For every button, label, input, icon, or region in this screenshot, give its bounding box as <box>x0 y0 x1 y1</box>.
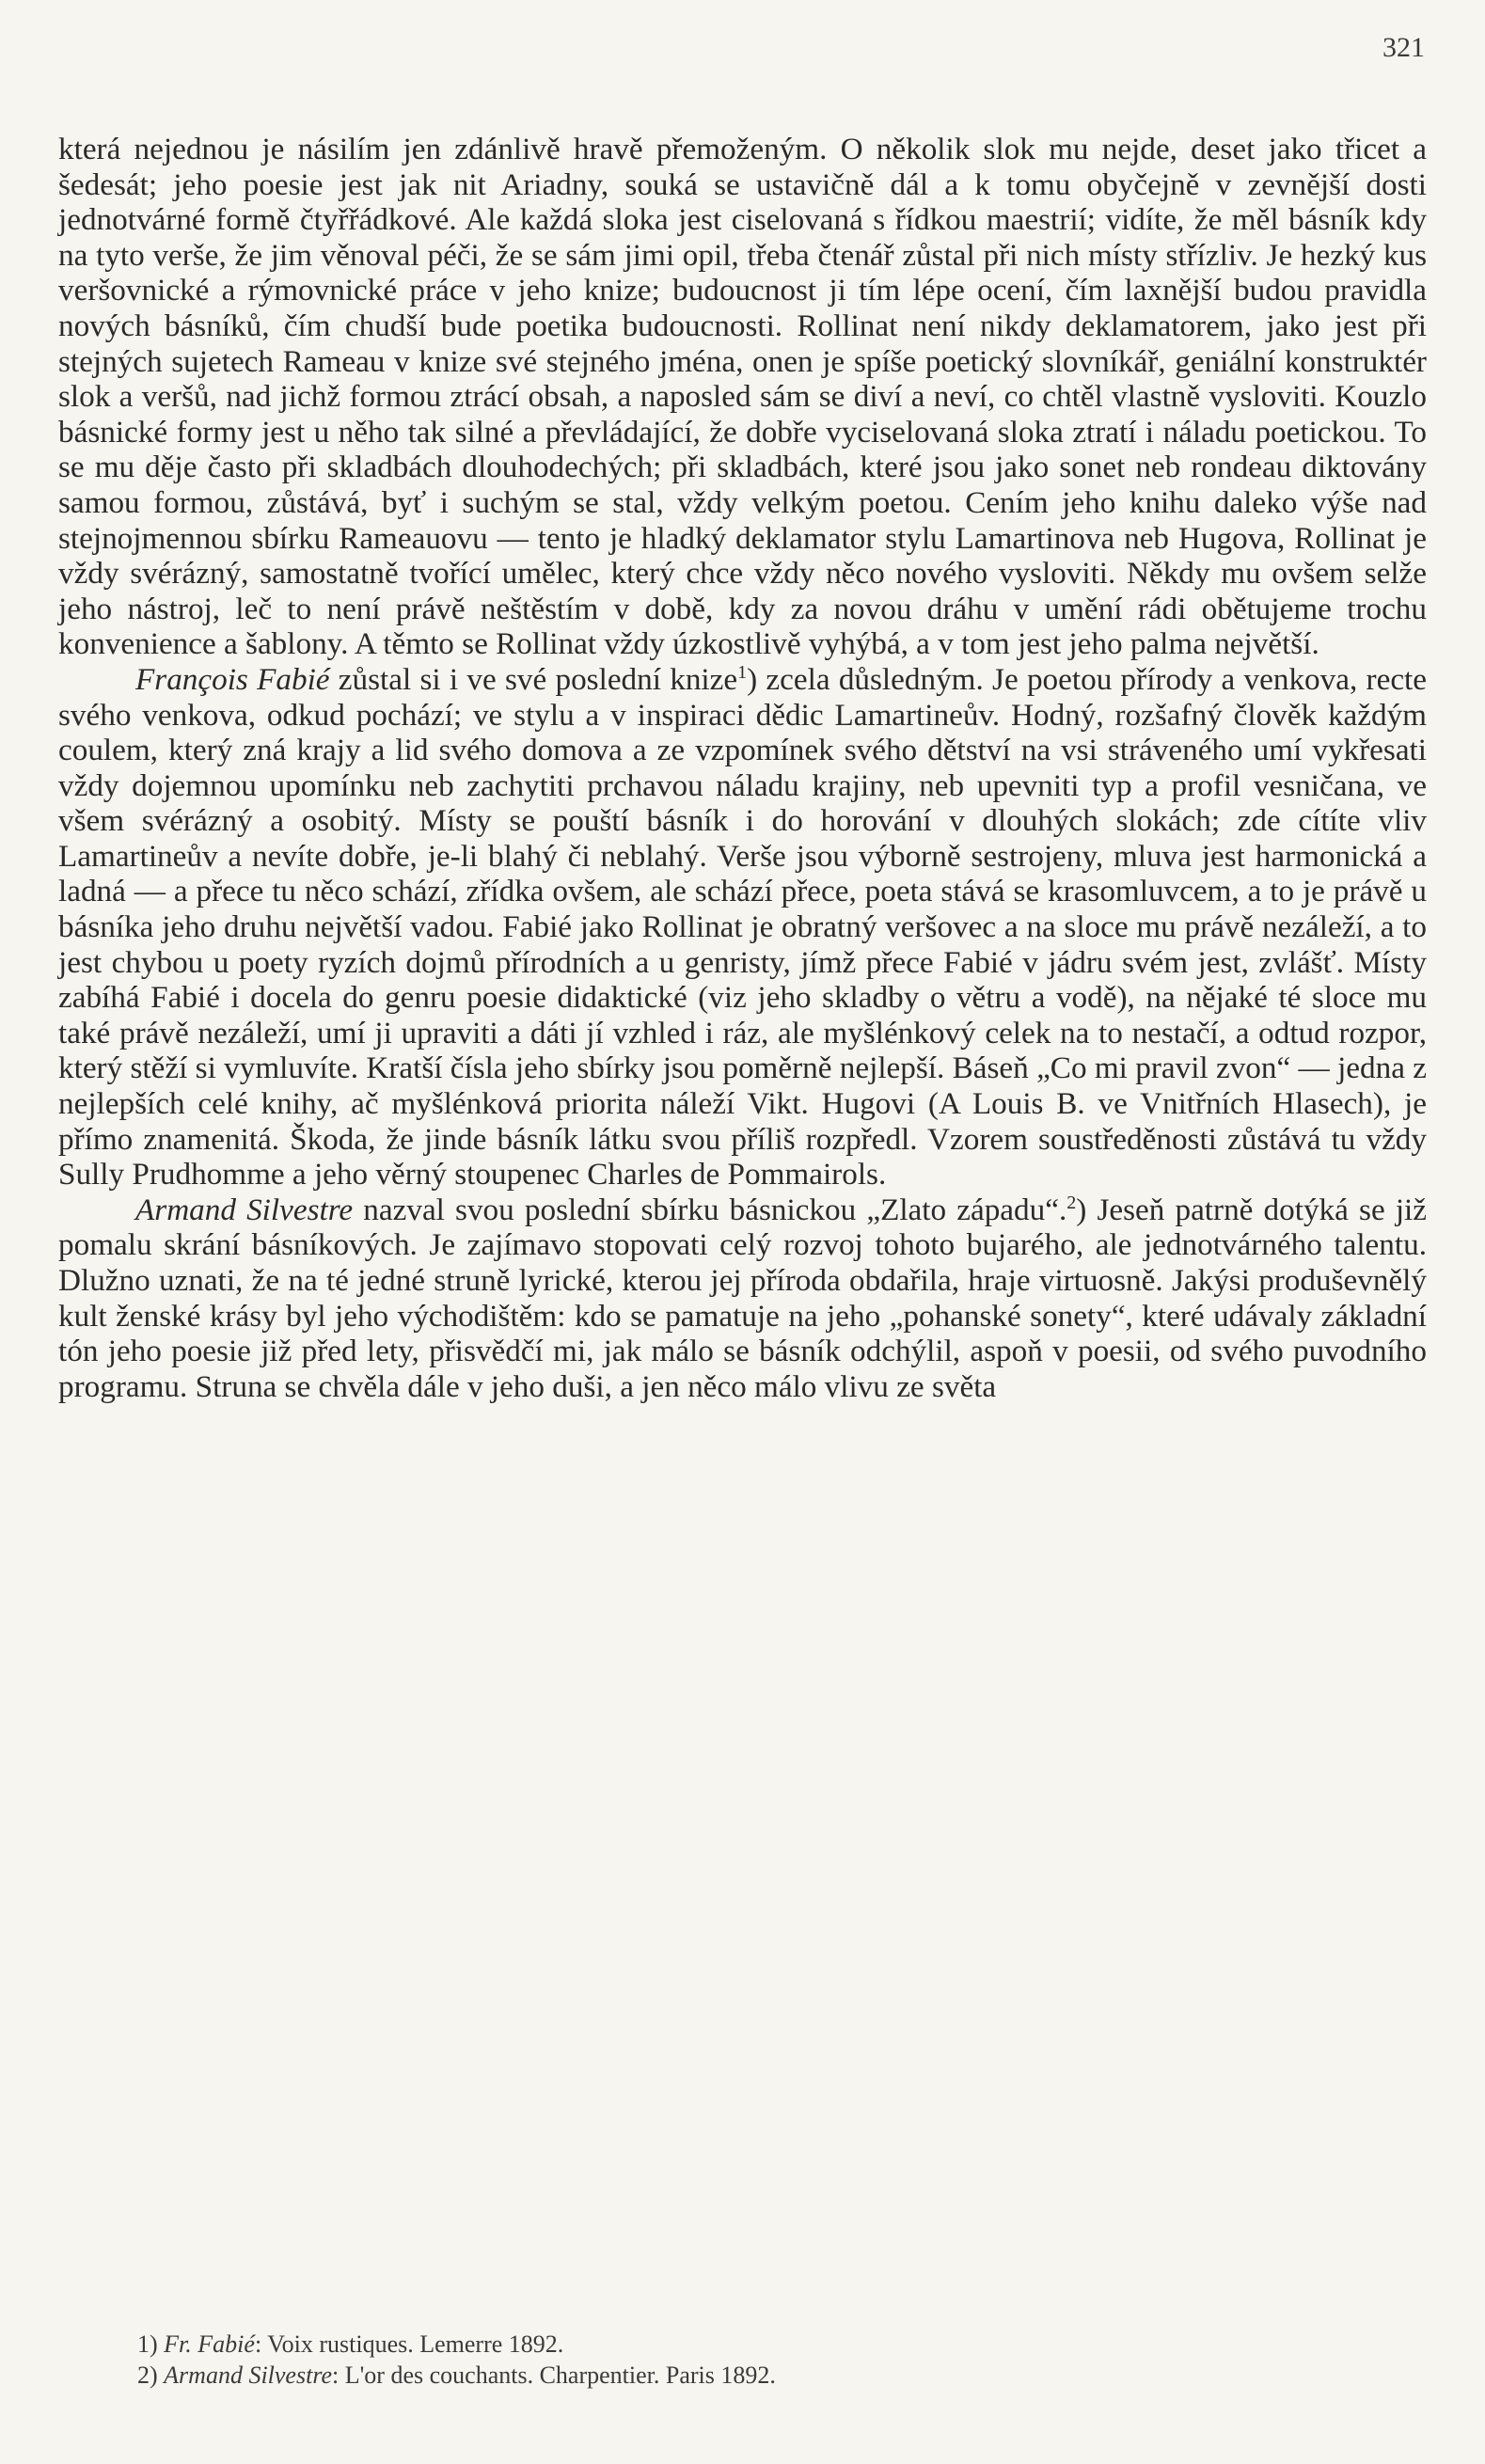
footnotes <box>137 2329 1360 2391</box>
paragraph-2 <box>58 662 1427 1193</box>
footnote-2-author: Armand Silvestre <box>164 2361 333 2389</box>
body-text <box>58 132 1427 1404</box>
footnote-2-text: : L'or des couchants. Charpentier. Paris 1892. <box>332 2361 776 2389</box>
paragraph-1-text: která nejednou je násilím jen zdánlivě hravě přemoženým. O několik slok mu nejde, deset jako třicet a šedesát; jeho poesie jest jak nit Ariadny, souká se ustavičně dál a k tomu obyčejně v zevnější dosti jednotvárné formě čtyřřádkové. Ale každá sloka jest ciselovaná s řídkou maestrií; vidíte, že měl básník kdy na tyto verše, že jim věnoval péči, že se sám jimi opil, třeba čtenář zůstal při nich místy střízliv. Je hezký kus veršovnické a rýmovnické práce v jeho knize; budoucnost ji tím lépe ocení, čím laxnější budou pravidla nových básníků, čím chudší bude poetika budoucnosti. Rollinat není nikdy deklamatorem, jako jest při stejných sujetech Rameau v knize své stejného jména, onen je spíše poetický slovníkář, geniální konstruktér slok a veršů, nad jichž formou ztrácí obsah, a naposled sám se diví a neví, co chtěl vlastně vysloviti. Kouzlo básnické formy jest u něho tak silné a převládající, že dobře vyciselovaná sloka ztratí i náladu poetickou. To se mu děje často při skladbách dlouhodechých; při skladbách, které jsou jako sonet neb rondeau diktovány samou formou, zůstává, byť i suchým se stal, vždy velkým poetou. Cením jeho knihu daleko výše nad stejnojmennou sbírku Rameauovu — tento je hladký deklamator stylu Lamartinova neb Hugova, Rollinat je vždy svérázný, samostatně tvořící umělec, který chce vždy něco nového vysloviti. Někdy mu ovšem selže jeho nástroj, leč to není právě neštěstím v době, kdy za novou dráhu v umění rádi obětujeme trochu konvenience a šablony. A těmto se Rollinat vždy úzkostlivě vyhýbá, a v tom jest jeho palma největší. <box>58 132 1427 662</box>
footnote-2 <box>137 2360 1360 2391</box>
page-number: 321 <box>1382 32 1425 63</box>
paragraph-2-rest: ) zcela důsledným. Je poetou přírody a venkova, recte svého venkova, odkud pochází; ve stylu a v inspiraci dědic Lamartineův. Hodný, rozšafný člověk každým coulem, který zná krajy a lid svého domova a ze vzpomínek svého dětství na vsi stráveného umí vykřesati vždy dojemnou upomínku neb zachytiti prchavou náladu krajiny, neb upevniti typ a profil vesničana, ve všem svérázný a osobitý. Místy se pouští básník i do horování v dlouhých slokách; zde cítíte vliv Lamartineův a nevíte dobře, je-li blahý či neblahý. Verše jsou výborně sestrojeny, mluva jest harmonická a ladná — a přece tu něco schází, zřídka ovšem, ale schází přece, poeta stává se krasomluvcem, a to je právě u básníka jeho druhu největší vadou. Fabié jako Rollinat je obratný veršovec a na sloce mu právě nezáleží, a to jest chybou u poety ryzích dojmů přírodních a u genristy, jímž přece Fabié v jádru svém jest, zvlášť. Místy zabíhá Fabié i docela do genru poesie didaktické (viz jeho skladby o větru a vodě), na nějaké té sloce mu také právě nezáleží, umí ji upraviti a dáti jí vzhled i ráz, ale myšlénkový celek na to nestačí, a odtud rozpor, který stěží si vymluvíte. Kratší čísla jeho sbírky jsou poměrně nejlepší. Báseň „Co mi pravil zvon“ — jedna z nejlepších celé knihy, ač myšlénková priorita náleží Vikt. Hugovi (A Louis B. ve Vnitřních Hlasech), je přímo znamenitá. Škoda, že jinde básník látku svou příliš rozpředl. Vzorem soustředěnosti zůstává tu vždy Sully Prudhomme a jeho věrný stoupenec Charles de Pommairols. <box>58 661 1427 1193</box>
paragraph-3-text: nazval svou poslední sbírku básnickou „Zlato západu“. <box>353 1192 1067 1227</box>
footnote-1-mark: 1) <box>137 2330 158 2358</box>
footnote-ref-2: 2 <box>1066 1192 1077 1213</box>
footnote-1-author: Fr. Fabié <box>164 2330 255 2358</box>
paragraph-3-rest: ) Jeseň patrně dotýká se již pomalu skrání básníkových. Je zajímavo stopovati celý rozvoj tohoto bujarého, ale jednotvárného talentu. Dlužno uznati, že na té jedné struně lyrické, kterou jej příroda obdařila, hraje virtuosně. Jakýsi produševnělý kult ženské krásy byl jeho východištěm: kdo se pamatuje na jeho „pohanské sonety“, které udávaly základní tón jeho poesie již před lety, přisvědčí mi, jak málo se básník odchýlil, aspoň v poesii, od svého puvodního programu. Struna se chvěla dále v jeho duši, a jen něco málo vlivu ze světa <box>58 1192 1428 1404</box>
paragraph-3-author: Armand Silvestre <box>135 1192 354 1227</box>
paragraph-3 <box>58 1193 1427 1405</box>
footnote-1-text: : Voix rustiques. Lemerre 1892. <box>254 2330 564 2358</box>
footnote-1 <box>137 2329 1360 2360</box>
footnote-ref-1: 1 <box>737 661 748 683</box>
footnote-2-mark: 2) <box>137 2361 158 2389</box>
paragraph-2-text: zůstal si i ve své poslední knize <box>329 661 738 697</box>
paragraph-2-author: François Fabié <box>135 661 330 697</box>
paragraph-1 <box>58 132 1427 662</box>
